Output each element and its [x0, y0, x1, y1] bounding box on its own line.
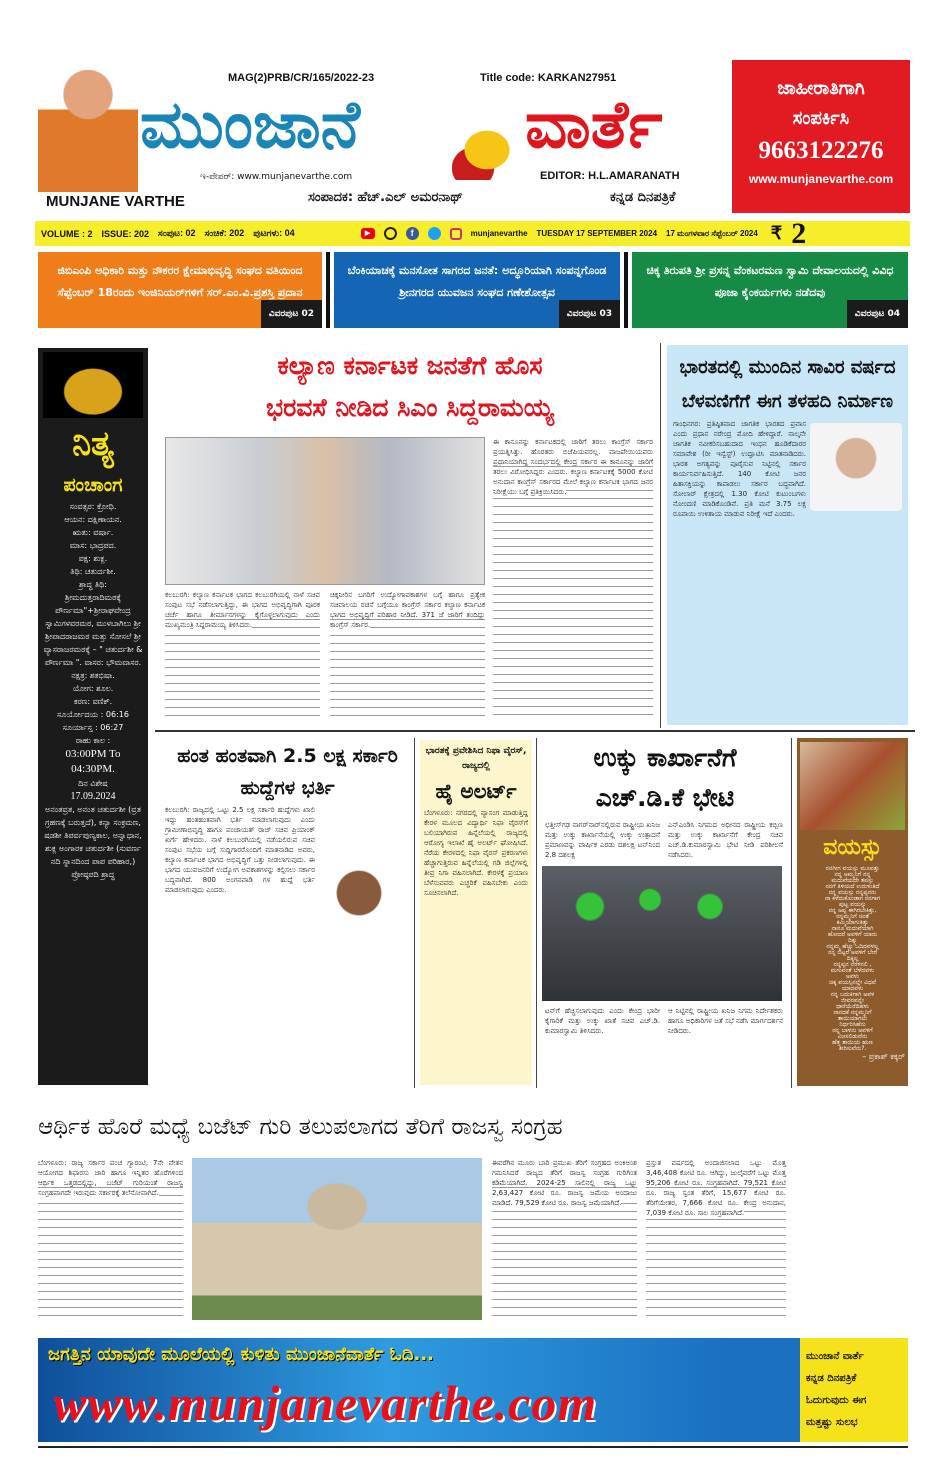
lead-column-right	[493, 437, 653, 722]
poem-line: ಮಗುವಂತೆ ಬೆಳೆದವಳು	[830, 967, 875, 974]
samputa: ಸಂಪುಟ: 02	[158, 228, 196, 238]
sunset: ಸೂರ್ಯಾಸ್ತ : 06:27	[62, 723, 124, 732]
budget-text: ಈವರೆಗಿನ ಮೂರು ಬಾರಿ ಪ್ರಮುಖ ತೆರಿಗೆ ಸಂಗ್ರಹದ ಅಂಕಿಅಂಶ ಗಮನಿಸಿದರೆ ರಾಜ್ಯದ ತೆರಿಗೆ ರಾಜಸ್ವ ಸಂಗ್ರಹ ಗುರಿಗಿಂತ ಕಡಿಮೆಯಾಗಿದೆ. 2024-25 ಸಾಲಿನಲ್ಲಿ ರಾಜ್ಯ ಒಟ್ಟು 2,63,427 ಕೋಟಿ ರೂ. ರಾಜಸ್ವ ಜಮೆಯ ಅಂದಾಜು ಮಾಡಿದೆ. 79,529 ಕೋಟಿ ರೂ. ರಾಜಸ್ವ ಜಮೆಯಾಗಿದೆ.	[492, 1159, 637, 1207]
nipah-story[interactable]	[420, 740, 532, 1085]
samvatsara: ಸಂವತ್ಸರ: ಕ್ರೋಧಿ.	[69, 502, 117, 511]
poem-line: ನನ್ನ ವಯಸ್ಸು ನನ್ನಪ್ಪನನು	[828, 889, 877, 896]
shraddha-tithi-label: ಶ್ರಾದ್ಧ ತಿಥಿ:	[78, 580, 108, 589]
steel-col1: ಛತ್ತೀಸ್‌ಗಢ ನಾಗರ್‌ನಾರ್‌ನಲ್ಲಿರುವ ರಾಷ್ಟ್ರೀಯ ಖನಿಜ ಮತ್ತು ಉಕ್ಕು ಕಾರ್ಖಾನೆಯಲ್ಲಿ ಉಕ್ಕು ಉತ್ಪಾದನೆ ಪ್ರಮಾಣವನ್ನು ವಾರ್ಷಿಕ ಎರಡು ದಶಲಕ್ಷ ಟನ್‌ನಿಂದ 2.8 ದಶಲಕ್ಷ	[545, 821, 660, 859]
modi-body: ಗಾಂಧಿನಗರ: ಪ್ರತಿಷ್ಠಿತವಾದ ಜಾಗತಿಕ ಭಾರತದ ಪ್ರವಾಸ ಎಂದು ಪ್ರಧಾನ ನರೇಂದ್ರ ಮೋದಿ ಹೇಳಿದ್ದಾರೆ. ನಾಲ್ಕನೇ ಜಾಗತಿಕ ನವೀಕರಿಸಬಹುದಾದ ಇಂಧನ ಹೂಡಿಕೆದಾರರ ಸಮಾವೇಶ (ರೀ ಇನ್ವೆಸ್ಟ್) ಉದ್ಘಾಟಿಸಿ ಮಾತನಾಡಿದರು. ಭಾರತ ಅಗತ್ಯವನ್ನು ಪೂರೈಸುವ ನಿಟ್ಟಿನಲ್ಲಿ ಸರ್ಕಾರ ಕಾರ್ಯನಿರ್ವಹಿಸುತ್ತಿದೆ. 140 ಕೋಟಿ ಜನರ ಹಿತಾಸಕ್ತಿಯನ್ನು ಕಾಪಾಡಲು ಸರ್ಕಾರ ಬದ್ಧವಾಗಿದೆ. ಸೋಲಾರ್ ಕ್ಷೇತ್ರದಲ್ಲಿ 1.30 ಕೋಟಿ ಕುಟುಂಬಗಳು ನೋಂದಣಿ ಮಾಡಿಕೊಂಡಿವೆ. ಪ್ರತಿ ಮನೆ 3.75 ಲಕ್ಷ ರೂಪಾಯಿ ಉಳಿತಾಯ ಮಾಡುವ ನಿರೀಕ್ಷೆ ಇದೆ ಎಂದರು.	[673, 420, 806, 518]
dina-vishesha: ಅನಂತವ್ರತ, ಅನಂತ ಚತುರ್ದಶೀ (ವ್ರತ ಗ್ರಹಣಕ್ಕೆ ಬರುತ್ತದೆ), ಕನ್ಯಾ ಸಂಕ್ರಮಣ, ಷಡಶೀ ತಿಪರ್ವಪುಣ್ಯಕಾಲ, ಅನ್ವಾಧಾನ, ಶುಕ್ಲ ಅಂಗಾರಕ ಚತುರ್ದಶೀ (ಸುವರ್ಣ ನದಿ ಸ್ನಾನದಿಂದ ಪಾಪ ಪರಿಹಾರ,) ಪ್ರೋಷ್ಠಪದಿ ಶ್ರಾದ್ಧ	[44, 805, 142, 879]
poem-line: ಮದುವೆಯದೇ ತಪಸ್ಸು	[831, 877, 874, 884]
ad-url[interactable]: www.munjanevarthe.com	[748, 172, 894, 186]
banner-url[interactable]: www.munjanevarthe.com	[53, 1375, 598, 1431]
founder-photo	[38, 42, 138, 192]
poem-line: ನನ್ನಪ್ಪನ ನೆರಳಿನಲಿ ,	[833, 961, 872, 968]
divider	[660, 343, 661, 728]
masthead-title-left: ಮುಂಜಾನೆ	[140, 86, 360, 163]
steel-col4: ಆ ನಿಟ್ಟಿನಲ್ಲಿ ರಾಷ್ಟ್ರೀಯ ಖನಿಜ ನಿಗಮ ನಿರ್ದೇಶಕರು ಹಾಗೂ ಅಧಿಕಾರಿಗಳ ಜತೆ ಸಭೆ ನಡೆಸಿ ಮಾರ್ಗದರ್ಶನ ನೀಡಿದರು.	[668, 1007, 783, 1035]
dina-vishesha-date: 17.09.2024	[70, 791, 116, 802]
divider	[414, 738, 415, 1088]
jobs-text: ಕಲಬುರಗಿ: ರಾಜ್ಯದಲ್ಲಿ ಒಟ್ಟು 2.5 ಲಕ್ಷ ಸರ್ಕಾರಿ ಹುದ್ದೆಗಳು ಖಾಲಿ ಇದ್ದು ಹಂತಹಂತವಾಗಿ ಭರ್ತಿ ಮಾಡಲಾಗುವುದು ಎಂದು ಗ್ರಾಮೀಣಾಭಿವೃದ್ಧಿ ಹಾಗೂ ಪಂಚಾಯತ್ ರಾಜ್ ಸಚಿವ ಪ್ರಿಯಾಂಕ್ ಖರ್ಗೆ ಹೇಳಿದರು. ನಾಳೆ ಕಲಬುರಗಿಯಲ್ಲಿ ನಡೆಯಲಿರುವ ಸಚಿವ ಸಂಪುಟ ಸಭೆಯ ಬಗ್ಗೆ ಸುದ್ದಿಗಾರರೊಂದಿಗೆ ಮಾತನಾಡಿದ ಅವರು, ಕಲ್ಯಾಣ ಕರ್ನಾಟಕ ಭಾಗದ ಅಭಿವೃದ್ಧಿಗೆ ಒತ್ತು ನೀಡಲಾಗುವುದು. ಈ ಭಾಗದ ಯುವಜನರಿಗೆ ಉದ್ಯೋಗ ಅವಕಾಶಗಳನ್ನು ಕಲ್ಪಿಸಲು ಸರ್ಕಾರ ಬದ್ಧವಾಗಿದೆ. 800 ಅಂಗನವಾಡಿ ಗಳ ಹುದ್ದೆ ಭರ್ತಿ ಮಾಡಲಾಗುವುದು ಎಂದರು.	[165, 806, 315, 894]
facebook-icon[interactable]: f	[406, 227, 419, 240]
teaser-page-2[interactable]	[38, 252, 322, 328]
karana: ಕರಣ: ವಣಿಕ್.	[73, 697, 113, 706]
budget-col1	[38, 1158, 183, 1320]
teaser-text: ಬೆಂಕಿಯಾಚಕ್ಕೆ ಮನಸೋತ ಸಾಗರದ ಜನತೆ: ಅದ್ಧೂರಿಯಾಗಿ ಸಂಪನ್ನಗೊಂಡ ಶ್ರೀನಗರದ ಯುವಜನ ಸಂಘದ ಗಣೇಶೋತ್ಸವ	[347, 264, 607, 299]
issue: ISSUE: 202	[101, 228, 150, 239]
poem-line: ನನ್ನಮ್ಮ ಹೆಚ್ಚು ಓದಿದವಳಲ್ಲ	[826, 943, 879, 950]
nipah-body: ಬೆಂಗಳೂರು: ನಗರದಲ್ಲಿ ವ್ಯಾಸಂಗ ಮಾಡುತ್ತಿದ್ದ ಕೇರಳ ಮೂಲದ ವಿದ್ಯಾರ್ಥಿ ನಿಫಾ ವೈರಸ್‌ಗೆ ಬಲಿಯಾಗಿರುವ ಹಿನ್ನೆಲೆಯಲ್ಲಿ ರಾಜ್ಯದಲ್ಲಿ ಆರೋಗ್ಯ ಇಲಾಖೆ ಹೈ ಅಲರ್ಟ್ ಘೋಷಿಸಿದೆ. ನೆರೆಯ ಕೇರಳದಲ್ಲಿ ನಿಫಾ ವೈರಸ್ ಪ್ರಕರಣಗಳು ಹೆಚ್ಚಾಗುತ್ತಿರುವ ಹಿನ್ನೆಲೆಯಲ್ಲಿ ಗಡಿ ಜಿಲ್ಲೆಗಳಲ್ಲಿ ತೀವ್ರ ನಿಗಾ ವಹಿಸಲಾಗಿದೆ. ಕೇರಳಕ್ಕೆ ಪ್ರಯಾಣ ಬೆಳೆಸುವವರು ಎಚ್ಚರಿಕೆ ವಹಿಸಬೇಕು ಎಂದು ಸೂಚಿಸಲಾಗಿದೆ.	[424, 809, 528, 897]
date-kannada: 17 ಮಂಗಳವಾರ ಸೆಪ್ಟೆಂಬರ್ 2024	[666, 228, 758, 238]
masthead-title-right: ವಾರ್ತೆ	[525, 86, 663, 163]
date-english: TUESDAY 17 SEPTEMBER 2024	[536, 229, 658, 238]
divider	[791, 738, 792, 1088]
rahu-kala: 03:00PM To 04:30PM.	[65, 748, 121, 775]
poem-line: ನನಗೆ ತಿಳಿಯದೆ ಉರುಳುತಿದೆ	[825, 883, 880, 890]
teaser-text: ಚಿಕ್ಕ ತಿರುಪತಿ ಶ್ರೀ ಪ್ರಸನ್ನ ವೆಂಕಟರಮಣ ಸ್ವಾಮಿ ದೇವಾಲಯದಲ್ಲಿ ವಿವಿಧ ಪೂಜಾ ಕೈಂಕರ್ಯಗಳು ನಡೆದವು	[646, 264, 894, 299]
lead-text: ಚಿಕ್ಕನೀರಿನ ಬಗರಿಗೆ ಉದ್ಯೋಗಾವಕಾಶಗಳ ಬಗ್ಗೆ ಹಾಗೂ ಪ್ರತ್ಯೇಕ ಸಚಿವಾಲಯ ರಚನೆ ಬಗ್ಗೆಯೂ ಕಾಂಗ್ರೆಸ್ ಸರ್ಕಾರ ಕಲ್ಯಾಣ ಕರ್ನಾಟಕ ಭಾಗದ ಅಭಿವೃದ್ಧಿಗೆ ಪರಿಹಾರ ನೀಡಿದೆ. 371 ಜೆ ಜಾರಿಗೆ ತಂದಿದ್ದು ಕಾಂಗ್ರೆಸ್ ಸರ್ಕಾರ.	[330, 591, 485, 629]
instagram-icon[interactable]	[450, 228, 462, 240]
divider	[624, 252, 628, 328]
paksha: ಪಕ್ಷ: ಶುಕ್ಲ.	[78, 554, 108, 563]
steel-col3: ಟನ್‌ಗೆ ಹೆಚ್ಚಿಸಲಾಗುವುದು ಎಂದು ಕೇಂದ್ರ ಭಾರೀ ಕೈಗಾರಿಕೆ ಮತ್ತು ಉಕ್ಕು ಖಾತೆ ಸಚಿವ ಎಚ್.ಡಿ. ಕುಮಾರಸ್ವಾಮಿ ತಿಳಿಸಿದರು.	[545, 1007, 660, 1035]
jobs-headline[interactable]: ಹಂತ ಹಂತವಾಗಿ 2.5 ಲಕ್ಷ ಸರ್ಕಾರಿ ಹುದ್ದೆಗಳ ಭರ್ತಿ	[177, 745, 398, 799]
lead-headline-line1: ಕಲ್ಯಾಣ ಕರ್ನಾಟಕ ಜನತೆಗೆ ಹೊಸ	[277, 351, 543, 380]
budget-col3	[646, 1158, 786, 1320]
banner-side-line: ಕನ್ನಡ ದಿನಪತ್ರಿಕೆ	[806, 1373, 857, 1384]
tagline: ಕನ್ನಡ ದಿನಪತ್ರಿಕೆ	[610, 190, 676, 205]
poem-line: ಹೋದರೆ ಅವಳಿಗೆ ಯಾರು	[827, 931, 878, 938]
sunrise: ಸೂರ್ಯೋದಯ : 06:16	[57, 710, 129, 719]
ad-line1: ಜಾಹೀರಾತಿಗಾಗಿ	[777, 78, 865, 99]
poem-line: ನನ್ನ ಅಮ್ಮನಿಗೆ ನನ್ನ	[834, 871, 871, 878]
volume: VOLUME : 2	[41, 228, 93, 239]
poem-line: ನಿರ್ಧರಿಸಿಹೆನು	[839, 1021, 866, 1028]
poem-line: ನನ್ನ ಅಪ್ಪ ಈಗಿರಬೇಕಿತ್ತು,	[828, 907, 877, 914]
pages: ಪುಟಗಳು: 04	[253, 228, 295, 238]
nipah-headline: ಹೈ ಅಲರ್ಟ್	[435, 779, 517, 803]
dina-vishesha-label: ದಿನ ವಿಶೇಷ	[78, 779, 108, 788]
web-icon[interactable]	[384, 227, 397, 240]
poem-line: ಯಾದವಳು	[841, 985, 864, 992]
poem-line: ನಾನದಕೆ ನನ್ನಮ್ಮನಿಗೆ	[833, 1009, 872, 1016]
vidhana-soudha-photo	[192, 1158, 482, 1320]
lead-column-mid	[330, 590, 485, 722]
steel-photo	[542, 866, 782, 1001]
teaser-page-4[interactable]	[632, 252, 908, 328]
teaser-page-3[interactable]	[334, 252, 620, 328]
poem-title: ವಯಸ್ಸು	[823, 835, 882, 860]
steel-headline-line1: ಉಕ್ಕು ಕಾರ್ಖಾನೆಗೆ	[593, 743, 737, 772]
banner-tagline: ಜಗತ್ತಿನ ಯಾವುದೇ ಮೂಲೆಯಲ್ಲಿ ಕುಳಿತು ಮುಂಜಾನೆವಾರ್ತೆ ಓದಿ...	[48, 1344, 434, 1365]
poem-line: ನನ್ನ ಬಿಟ್ಟರೆ ಅವಳಿಗೆ ಬೇರೆ	[827, 949, 878, 956]
poem-line: ನನ್ನ ಬದುಕಿಗಾಗಿ ಅವಳ	[830, 991, 875, 998]
poem-line: ದಿಕ್ಕಿಲ್ಲ	[846, 955, 859, 962]
panchanga-title2: ಪಂಚಾಂಗ	[63, 474, 123, 496]
banner-side-line: ಮತ್ತಷ್ಟು ಸುಲಭ	[806, 1417, 858, 1428]
modi-photo	[810, 423, 902, 511]
poem-line: ಮೀಸಲಿಡುವೆನು	[837, 1033, 868, 1040]
yoga: ಯೋಗ: ಶೂಲ.	[72, 684, 114, 693]
ad-phone: 9663122276	[758, 137, 884, 164]
price-value: 2	[791, 216, 807, 250]
teaser-page-label: ವಿವರಪುಟ 03	[559, 300, 620, 328]
poem-line: ಜೀವನವನ್ನೇ	[841, 997, 864, 1004]
poem-line: ತೀರಿಸುವೆನು?.	[838, 1045, 867, 1051]
info-bar	[35, 216, 910, 250]
poem-line: ದಿಕ್ಕು	[847, 937, 858, 944]
poem-line: ನಾ ಕಳೆದುಕೊಂಡಾಗ ನನಗಾಗ	[824, 895, 881, 902]
modi-headline: ಭಾರತದಲ್ಲಿ ಮುಂದಿನ ಸಾವಿರ ವರ್ಷದ ಬೆಳವಣಿಗೆಗೆ ಈಗ ತಳಹದಿ ನಿರ್ಮಾಣ	[679, 357, 896, 412]
divider	[326, 252, 330, 328]
brand-english: MUNJANE VARTHE	[46, 193, 185, 210]
divider	[536, 738, 537, 1088]
nakshatra: ನಕ್ಷತ್ರ: ಶತಭಿಷಾ.	[71, 671, 115, 680]
steel-headline-line2: ಎಚ್.ಡಿ.ಕೆ ಭೇಟಿ	[595, 783, 735, 812]
budget-text: ಪ್ರಸ್ತುತ ವರ್ಷದಲ್ಲಿ ಅಂದಾಜಿಸಲಾದ ಒಟ್ಟು ಮೊತ್ತ 3,46,408 ಕೋಟಿ ರೂ. ಆಗಿದ್ದು, ಜುಲೈವರೆಗೆ ಒಟ್ಟು ಮೊತ್ತ 95,206 ಕೋಟಿ ರೂ. ಸಂಗ್ರಹವಾಗಿದೆ. 79,521 ಕೋಟಿ ರೂ. ರಾಜ್ಯ ಸ್ವಂತ ತೆರಿಗೆ, 15,677 ಕೋಟಿ ರೂ. ತೆರಿಗೆಯೇತರ, 7,666 ಕೋಟಿ ರೂ. ಕೇಂದ್ರ ಅನುದಾನ, 7,039 ಕೋಟಿ ರೂ. ಸಾಲ ಸಂಗ್ರಹವಾಗಿದೆ.	[646, 1159, 786, 1217]
poem-line: ನನ್ನ ಬಾಳನು ಅವಳಿಗೆ	[832, 1027, 873, 1034]
vishnu-image	[43, 352, 143, 418]
poem-lines	[800, 866, 905, 1051]
teaser-page-label: ವಿವರಪುಟ 02	[261, 300, 322, 328]
poem-line: ಪುಟ್ಟ ವಯಸ್ಸು	[838, 901, 867, 908]
banner-side-box	[800, 1338, 908, 1442]
poem-line: ಹೆತ್ತ ತಾಯಿಯ ಋಣ	[832, 1039, 873, 1046]
rahu-kala-label: ರಾಹು ಕಾಲ :	[75, 736, 111, 745]
poem-line: ನಾನೂ ಮದುವೆಯಾಗಿ	[831, 925, 874, 932]
poem-line: ನನ್ನಮ್ಮನಿಗೆ ಚಿಂತೆ	[836, 913, 869, 920]
website-banner[interactable]	[38, 1338, 908, 1442]
price-symbol: ₹	[770, 223, 783, 243]
youtube-icon[interactable]: ▶	[361, 228, 375, 239]
modi-story[interactable]	[667, 345, 908, 725]
poem-line: ನನಗೀಗ ವಯಸ್ಸು ಮೂವತ್ತು	[825, 866, 880, 872]
teaser-page-label: ವಿವರಪುಟ 04	[847, 300, 908, 328]
registration-number: MAG(2)PRB/CR/165/2022-23	[228, 72, 375, 84]
lead-column-left	[165, 590, 320, 722]
title-code: Title code: KARKAN27951	[480, 72, 617, 84]
poem-line: ಧಾರೆಯೆರೆದಿಹಳು	[836, 1003, 869, 1010]
lead-photo	[165, 437, 485, 585]
editor-name: EDITOR: H.L.AMARANATH	[540, 170, 680, 182]
poem-box	[797, 738, 908, 1086]
poem-illustration	[800, 742, 905, 830]
ad-line2: ಸಂಪರ್ಕಿಸಿ	[792, 108, 850, 129]
masa: ಮಾಸ: ಭಾದ್ರಪದ.	[69, 541, 117, 550]
jobs-body	[165, 805, 410, 1085]
banner-side-line: ಓದುಗುವುದು ಈಗ	[806, 1395, 867, 1406]
epaper-url: ಇ-ಪೇಪರ್: www.munjanevarthe.com	[200, 172, 353, 182]
divider	[155, 730, 915, 732]
lead-text: ಈ ಕಾನೂನನ್ನು ಕರ್ನಾಟಕದಲ್ಲಿ ಜಾರಿಗೆ ತರಲು ಕಾಂಗ್ರೆಸ್ ಸರ್ಕಾರ ಪ್ರಯತ್ನಿಸಿತ್ತು. ಹೊರತರು ಬಿಜೆಪಿಯವರಲ್ಲ. ವಾಜಪೇಯಿಯವರು ಪ್ರಧಾನಿಯಾಗಿದ್ದ ಸಂದರ್ಭದಲ್ಲಿ ಕೇಂದ್ರ ಸರ್ಕಾರ ಈ ಕಾನೂನನ್ನು ಜಾರಿಗೆ ತರಲು ವಿರೋಧಿಸಿದ್ದರು ಎಂದರು. ಕಲ್ಯಾಣ ಕರ್ನಾಟಕಕ್ಕೆ 5000 ಕೋಟಿ ಅನುದಾನ ಕಾಂಗ್ರೆಸ್ ಸರ್ಕಾರದ ಮೇಲೆ ಕಲ್ಯಾಣ ಕರ್ನಾಟಕ ಭಾಗದ ಜನರ ನಿರೀಕ್ಷೆಯು ಬಗ್ಗೆ ಪ್ರತಿಕ್ರಿಯಿಸಿದರು.	[493, 438, 653, 496]
budget-col2	[492, 1158, 637, 1320]
nipah-kicker: ಭಾರತಕ್ಕೆ ಪ್ರವೇಶಿಸಿದ ನಿಫಾ ವೈರಸ್, ರಾಜ್ಯದಲ್ಲಿ	[425, 746, 527, 771]
lead-text: ಕಲಬುರಗಿ: ಕಲ್ಯಾಣ ಕರ್ನಾಟಕ ಭಾಗದ ಕಲಬುರಗಿಯಲ್ಲಿ ನಾಳೆ ಸಚಿವ ಸಂಪುಟ ಸಭೆ ನಡೆಸಲಾಗುತ್ತಿದ್ದು, ಈ ಭಾಗದ ಅಭಿವೃದ್ಧಿಗಾಗಿ ಪೂರಕ ಚರ್ಚೆ ಹಾಗೂ ತೀರ್ಮಾನಗಳನ್ನು ಕೈಗೊಳ್ಳಲಾಗುವುದು ಎಂದು ಮುಖ್ಯಮಂತ್ರಿ ಸಿದ್ದರಾಮಯ್ಯ ತಿಳಿಸಿದರು.	[165, 591, 320, 629]
banner-side-line: ಮುಂಜಾನೆ ವಾರ್ತೆ	[806, 1351, 864, 1362]
tithi: ತಿಥಿ: ಚತುರ್ದಶೀ.	[70, 567, 116, 576]
steel-headline[interactable]	[540, 738, 790, 818]
poem-line: ಅವಳು	[846, 973, 859, 980]
sanchike: ಸಂಚಿಕೆ: 202	[204, 228, 245, 238]
poem-line: ಚಿಕ್ಕ ವಯಸ್ಸಿನಲ್ಲೇ ವಿಧವೆ	[829, 979, 876, 986]
divider	[38, 1446, 908, 1448]
poem-author: – ಪ್ರಕಾಶ್ ಕಕ್ಕರ್	[862, 1052, 905, 1061]
budget-text: ಬೆಂಗಳೂರು: ರಾಜ್ಯ ಸರ್ಕಾರ ಪಂಚ ಗ್ಯಾರಂಟಿ, 7ನೇ ವೇತನ ಆಯೋಗದ ಶಿಫಾರಸು ಜಾರಿ ಹಾಗೂ ಇನ್ನಿತರ ಹೊರೆಗಳಿಂದ ಆರ್ಥಿಕ ಒತ್ತಡದಲ್ಲಿದ್ದು, ಬಜೆಟ್ ಗುರಿಯಂತೆ ರಾಜಸ್ವ ಸಂಗ್ರಹವಾಗದೇ ಇರುವುದು ಸರ್ಕಾರಕ್ಕೆ ತಲೆನೋವಾಗಿದೆ.	[38, 1159, 183, 1197]
editor-kannada: ಸಂಪಾದಕ: ಹೆಚ್.ಎಲ್ ಅಮರನಾಥ್	[308, 190, 463, 205]
karnataka-map-logo	[452, 120, 522, 180]
lead-headline[interactable]	[160, 345, 660, 429]
panchanga-title1: ನಿತ್ಯ	[72, 424, 114, 464]
shraddha-tithi: ಶ್ರೀಮದುತ್ತರಾದಿಮಠಕ್ಕೆ ಪೌರ್ಣಮಾ"+ಶ್ರೀರಾಘವೇಂದ್ರ ಸ್ವಾಮಿಗಳವರಮಠ, ಮುಳಬಾಗಿಲು ಶ್ರೀ ಶ್ರೀಪಾದರಾಜಮಠ ಮತ್ತು ಸೋಸಲೆ ಶ್ರೀ ವ್ಯಾಸರಾಜರಮಠಕ್ಕೆ – " ಚತುರ್ದಶೀ & ಪೌರ್ಣಮಾ ". ವಾಸರ: ಭೌಮವಾಸರ.	[43, 593, 143, 667]
ritu: ಋತು: ವರ್ಷಾ.	[72, 528, 114, 537]
steel-col2: ಎನ್‌ಎಂಡಿಸಿ ನಿಗಮದ ಅಧೀನದ ರಾಷ್ಟ್ರೀಯ ಕಬ್ಬಿಣ ಮತ್ತು ಉಕ್ಕು ಕಾರ್ಖಾನೆಗೆ ಕೇಂದ್ರ ಸಚಿವ ಎಚ್.ಡಿ.ಕುಮಾರಸ್ವಾಮಿ ಭೇಟಿ ನೀಡಿ ಪರಿಶೀಲನೆ ನಡೆಸಿದರು.	[668, 821, 783, 859]
lead-headline-line2: ಭರವಸೆ ನೀಡಿದ ಸಿಎಂ ಸಿದ್ದರಾಮಯ್ಯ	[266, 393, 554, 422]
social-handle: munjanevarthe	[470, 229, 528, 238]
teaser-text: ಜಿಬಿಎಂಪಿ ಅಧಿಕಾರಿ ಮತ್ತು ನೌಕರರ ಕ್ಷೇಮಾಭಿವೃದ್ಧಿ ಸಂಘದ ವತಿಯಿಂದ ಸೆಪ್ಟೆಂಬರ್ 18ರಂದು ಇಂಜಿನಿಯರ್‌ಗಳಿಗೆ ಸರ್.ಎಂ.ವಿ.ಪ್ರಶಸ್ತಿ ಪ್ರದಾನ	[57, 264, 303, 299]
budget-headline[interactable]: ಆರ್ಥಿಕ ಹೊರೆ ಮಧ್ಯೆ ಬಜೆಟ್ ಗುರಿ ತಲುಪಲಾಗದ ತೆರಿಗೆ ರಾಜಸ್ವ ಸಂಗ್ರಹ	[38, 1114, 563, 1140]
twitter-icon[interactable]	[428, 227, 441, 240]
poem-line: ಕಮ್ಮಿಯಾಗುತಿತ್ತು	[836, 919, 869, 926]
ad-contact-box	[732, 60, 910, 213]
poem-line: ತಾಯಿಯಾಗಲು	[837, 1015, 868, 1022]
panchanga-sidebar	[38, 348, 148, 1085]
ayana: ಆಯನ: ದಕ್ಷಿಣಾಯನ.	[64, 515, 122, 524]
